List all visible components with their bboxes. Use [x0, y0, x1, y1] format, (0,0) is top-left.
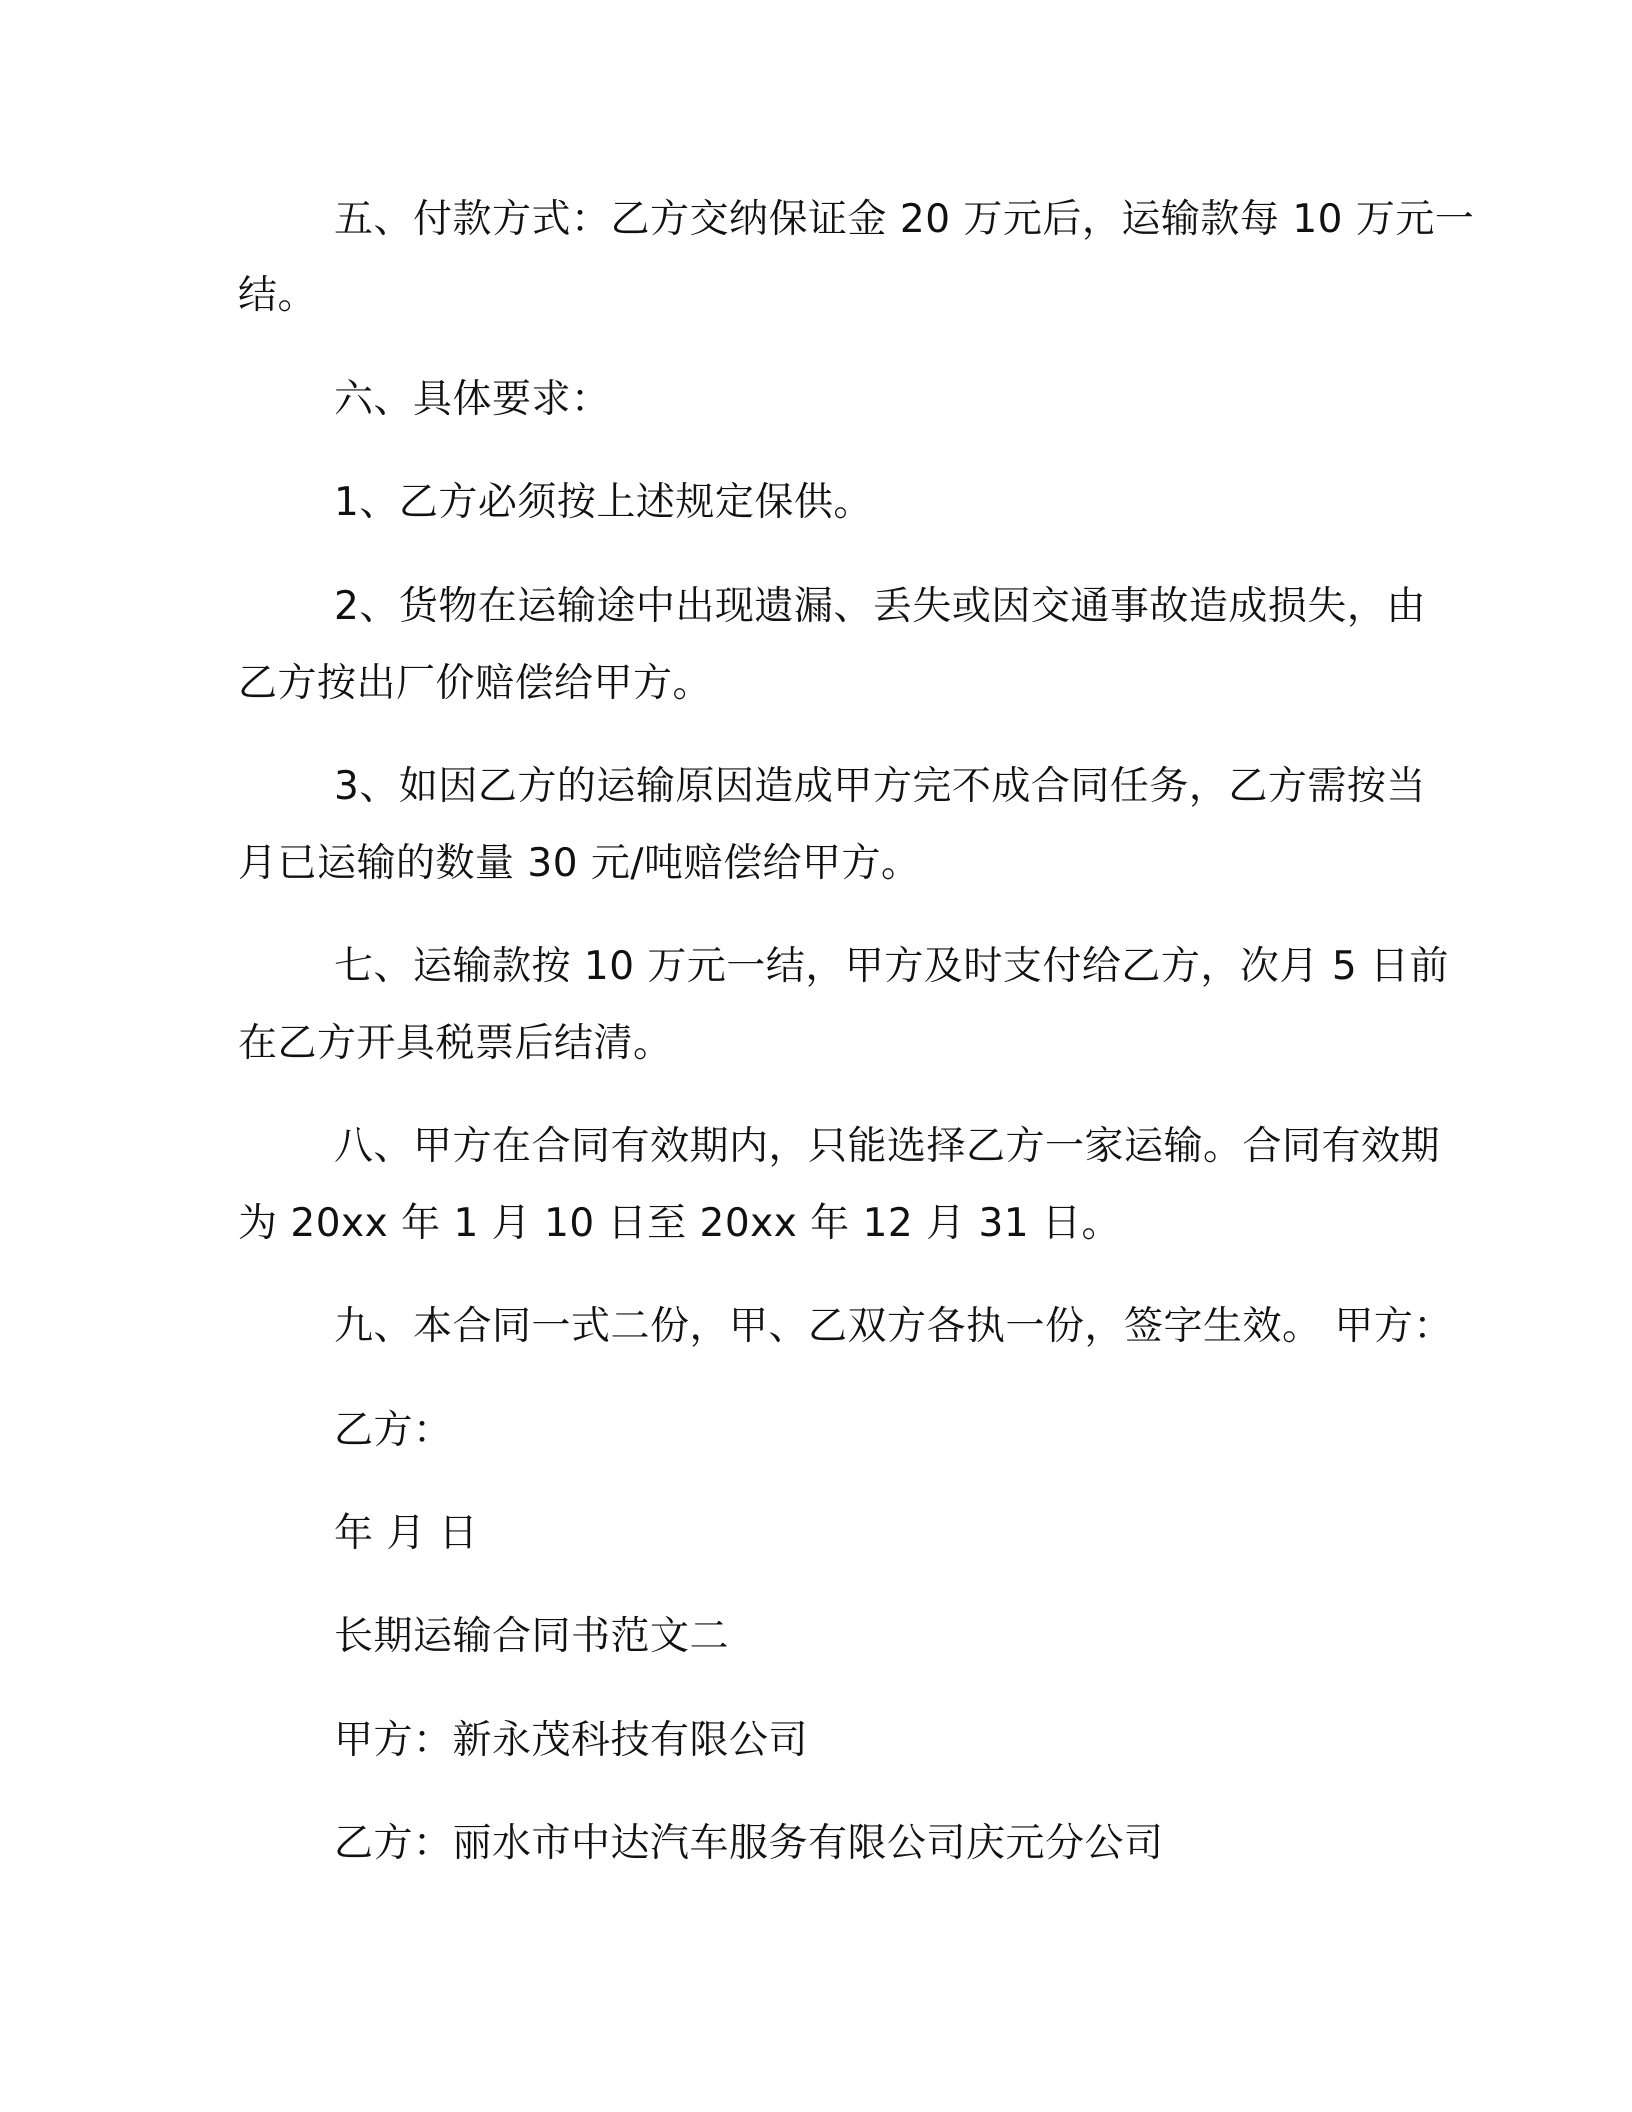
clause-5-line-2: 结。 [238, 273, 318, 318]
clause-6-item-2-line-2: 乙方按出厂价赔偿给甲方。 [238, 661, 713, 706]
clause-6-item-1: 1、乙方必须按上述规定保供。 [334, 480, 873, 525]
clause-9-line: 九、本合同一式二份，甲、乙双方各执一份，签字生效。 甲方： [334, 1304, 1453, 1349]
clause-7-line-1: 七、运输款按 10 万元一结，甲方及时支付给乙方，次月 5 日前 [334, 944, 1450, 989]
date-label: 年 月 日 [334, 1511, 479, 1556]
clause-8-line-1: 八、甲方在合同有效期内，只能选择乙方一家运输。合同有效期 [334, 1124, 1441, 1169]
clause-7-line-2: 在乙方开具税票后结清。 [238, 1021, 673, 1066]
party-b-line: 乙方：丽水市中达汽车服务有限公司庆元分公司 [334, 1821, 1164, 1866]
clause-8-line-2: 为 20xx 年 1 月 10 日至 20xx 年 12 月 31 日。 [238, 1201, 1122, 1246]
clause-6-item-3-line-1: 3、如因乙方的运输原因造成甲方完不成合同任务，乙方需按当 [334, 764, 1426, 809]
party-b-signature-label: 乙方： [334, 1408, 453, 1453]
clause-6-item-2-line-1: 2、货物在运输途中出现遗漏、丢失或因交通事故造成损失，由 [334, 584, 1426, 629]
clause-5-line-1: 五、付款方式：乙方交纳保证金 20 万元后，运输款每 10 万元一 [334, 197, 1475, 242]
section-title: 长期运输合同书范文二 [334, 1614, 730, 1659]
party-a-line: 甲方：新永茂科技有限公司 [334, 1718, 809, 1763]
clause-6-heading: 六、具体要求： [334, 377, 611, 422]
clause-6-item-3-line-2: 月已运输的数量 30 元/吨赔偿给甲方。 [238, 841, 921, 886]
